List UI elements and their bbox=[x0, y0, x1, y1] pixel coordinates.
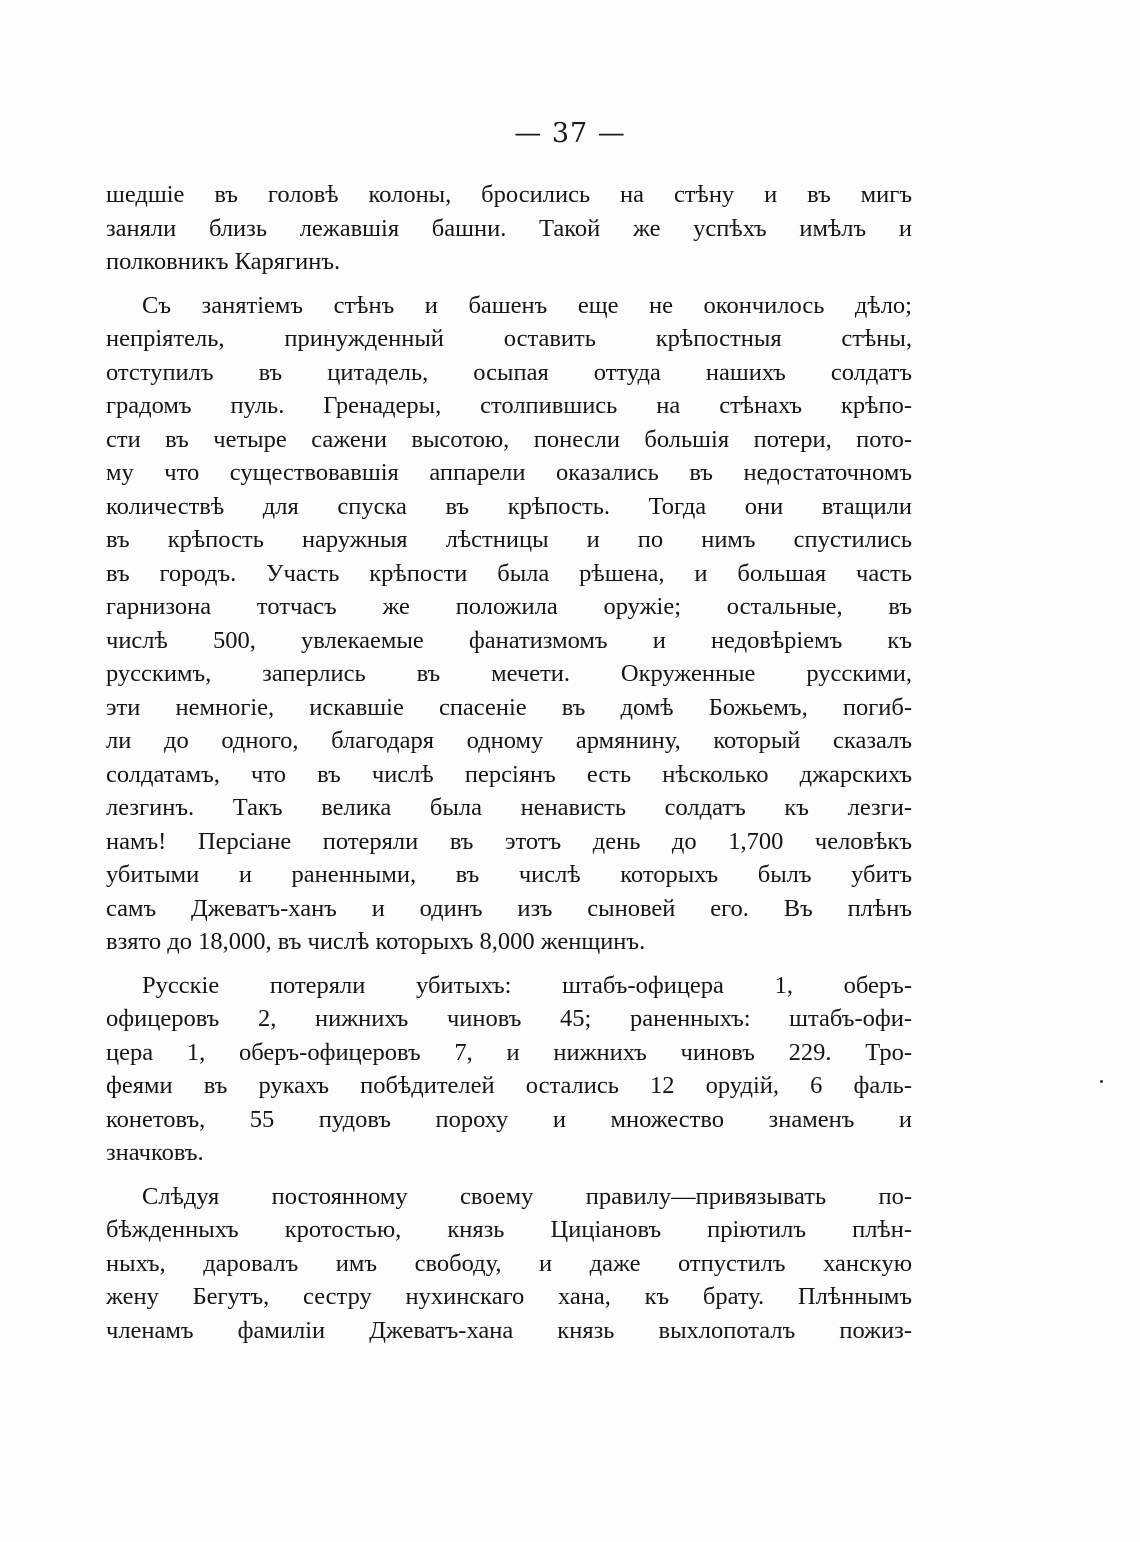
paragraph-gap bbox=[106, 1170, 912, 1180]
text-line: самъ Джеватъ-ханъ и одинъ изъ сыновей его. Въ плѣнъ bbox=[106, 894, 912, 922]
text-line: заняли близь лежавшія башни. Такой же успѣхъ имѣлъ и bbox=[106, 214, 912, 242]
text-line: непріятель, принужденный оставить крѣпостныя стѣны, bbox=[106, 325, 912, 352]
text-line: солдатамъ, что въ числѣ персіянъ есть нѣсколько джарскихъ bbox=[106, 760, 912, 788]
text-line: ли до одного, благодаря одному армянину, который сказалъ bbox=[106, 727, 912, 754]
print-speck bbox=[1100, 1080, 1103, 1083]
text-line: взято до 18,000, въ числѣ которыхъ 8,000 женщинъ. bbox=[106, 928, 646, 955]
text-line: русскимъ, заперлись въ мечети. Окруженные русскими, bbox=[106, 660, 912, 687]
text-line: отступилъ въ цитадель, осыпая оттуда нашихъ солдатъ bbox=[106, 358, 912, 386]
text-line: въ городъ. Участь крѣпости была рѣшена, и большая часть bbox=[106, 559, 912, 587]
paragraph-3 bbox=[106, 969, 912, 1170]
page-number: — 37 — bbox=[514, 118, 626, 149]
text-line: шедшіе въ головѣ колоны, бросились на стѣну и въ мигъ bbox=[106, 181, 912, 208]
text-line: Слѣдуя постоянному своему правилу—привязывать по- bbox=[142, 1182, 912, 1210]
text-line: лезгинъ. Такъ велика была ненависть солдатъ къ лезги- bbox=[106, 794, 912, 821]
text-line: эти немногіе, искавшіе спасеніе въ домѣ Божьемъ, погиб- bbox=[106, 693, 912, 721]
text-line: въ крѣпость наружныя лѣстницы и по нимъ спустились bbox=[106, 526, 912, 553]
paragraph-gap bbox=[106, 279, 912, 289]
text-line: числѣ 500, увлекаемые фанатизмомъ и недовѣріемъ къ bbox=[106, 626, 912, 654]
text-line: му что существовавшія аппарели оказались въ недостаточномъ bbox=[106, 459, 912, 486]
text-line: конетовъ, 55 пудовъ пороху и множество знаменъ и bbox=[106, 1105, 912, 1133]
text-line: Русскіе потеряли убитыхъ: штабъ-офицера 1, оберъ- bbox=[142, 971, 912, 999]
text-line: Съ занятіемъ стѣнъ и башенъ еще не окончилось дѣло; bbox=[142, 291, 912, 319]
text-line: членамъ фамиліи Джеватъ-хана князь выхлопоталъ пожиз- bbox=[106, 1316, 912, 1344]
text-line: значковъ. bbox=[106, 1139, 204, 1166]
text-line: гарнизона тотчасъ же положила оружіе; остальные, въ bbox=[106, 593, 912, 620]
paragraph-2 bbox=[106, 289, 912, 959]
paragraph-gap bbox=[106, 959, 912, 969]
paragraph-1 bbox=[106, 178, 912, 279]
text-line: намъ! Персіане потеряли въ этотъ день до 1,700 человѣкъ bbox=[106, 827, 912, 855]
body-text bbox=[106, 178, 912, 1347]
text-line: бѣжденныхъ кротостью, князь Цицiановъ пріютилъ плѣн- bbox=[106, 1216, 912, 1243]
text-line: убитыми и раненными, въ числѣ которыхъ былъ убитъ bbox=[106, 861, 912, 888]
text-line: цера 1, оберъ-офицеровъ 7, и нижнихъ чиновъ 229. Тро- bbox=[106, 1038, 912, 1066]
paragraph-4 bbox=[106, 1180, 912, 1348]
text-line: ныхъ, даровалъ имъ свободу, и даже отпустилъ ханскую bbox=[106, 1249, 912, 1277]
text-line: сти въ четыре сажени высотою, понесли большія потери, пото- bbox=[106, 425, 912, 453]
text-line: полковникъ Карягинъ. bbox=[106, 248, 341, 275]
text-line: феями въ рукахъ побѣдителей остались 12 орудій, 6 фаль- bbox=[106, 1072, 912, 1099]
text-line: градомъ пуль. Гренадеры, столпившись на стѣнахъ крѣпо- bbox=[106, 392, 912, 419]
text-line: жену Бегутъ, сестру нухинскаго хана, къ брату. Плѣннымъ bbox=[106, 1283, 912, 1310]
text-line: офицеровъ 2, нижнихъ чиновъ 45; раненныхъ: штабъ-офи- bbox=[106, 1005, 912, 1032]
text-line: количествѣ для спуска въ крѣпость. Тогда они втащили bbox=[106, 492, 912, 520]
